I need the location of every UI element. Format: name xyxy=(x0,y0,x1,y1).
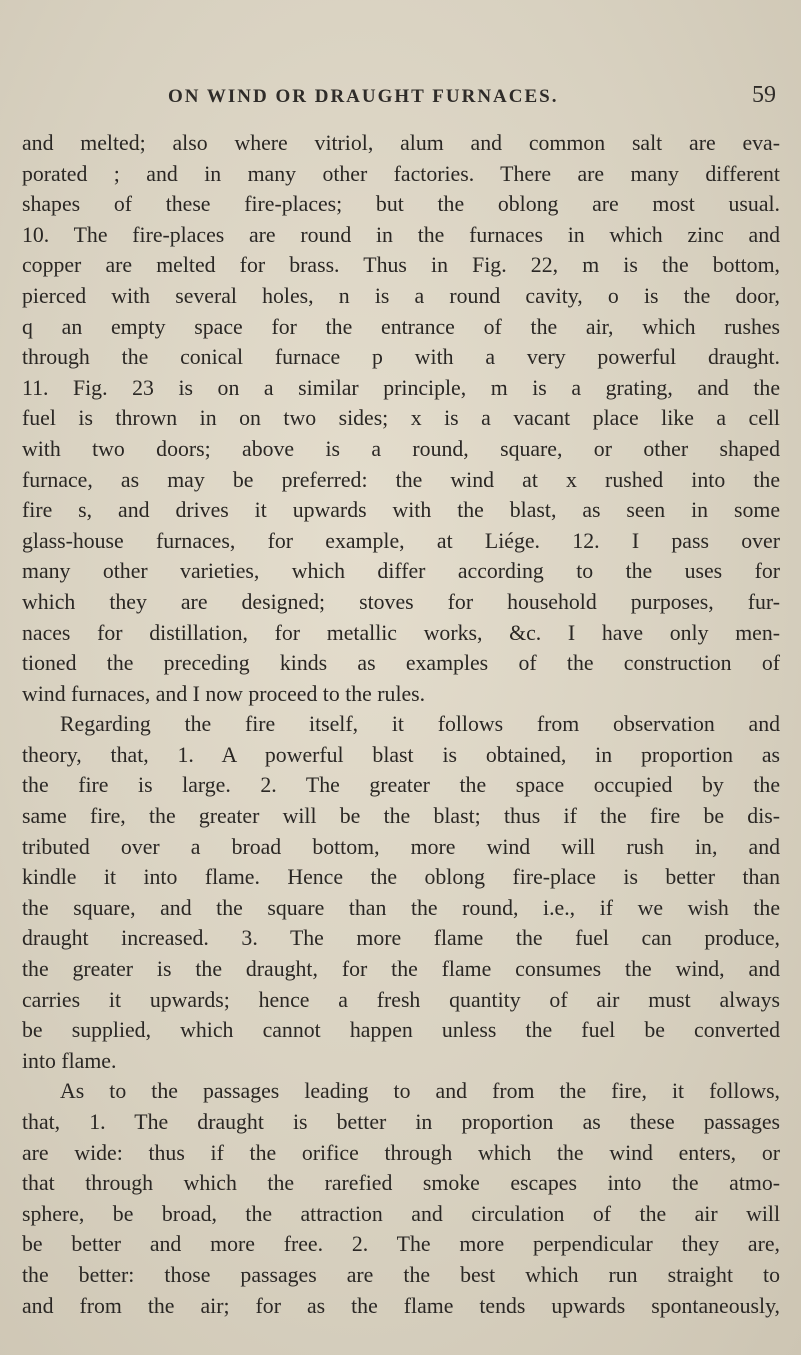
text-line: 10. The fire-places are round in the furnaces in which zinc and xyxy=(22,222,780,247)
text-line: are wide: thus if the orifice through which the wind enters, or xyxy=(22,1140,780,1165)
text-line: same fire, the greater will be the blast; thus if the fire be dis- xyxy=(22,804,780,829)
text-line: wind furnaces, and I now proceed to the rules. xyxy=(22,681,426,706)
text-line: and from the air; for as the flame tends upwards spontaneously, xyxy=(22,1293,780,1318)
text-line: which they are designed; stoves for household purposes, fur- xyxy=(22,589,780,614)
text-line: tioned the preceding kinds as examples of the construction of xyxy=(22,651,780,676)
text-line: draught increased. 3. The more flame the fuel can produce, xyxy=(22,926,780,951)
text-line: that, 1. The draught is better in proportion as these passages xyxy=(22,1110,780,1134)
text-line: the better: those passages are the best which run straight to xyxy=(22,1262,780,1287)
text-line: Regarding the fire itself, it follows from observation and xyxy=(60,712,780,737)
page-number: 59 xyxy=(752,82,776,108)
text-line: be better and more free. 2. The more perpendicular they are, xyxy=(22,1232,780,1257)
text-line: glass-house furnaces, for example, at Liége. 12. I pass over xyxy=(22,528,780,553)
body-text xyxy=(22,128,780,1321)
text-line: carries it upwards; hence a fresh quantity of air must always xyxy=(22,987,780,1012)
text-line: into flame. xyxy=(22,1048,117,1073)
text-line: fuel is thrown in on two sides; x is a vacant place like a cell xyxy=(22,406,780,431)
text-line: copper are melted for brass. Thus in Fig. 22, m is the bottom, xyxy=(22,253,780,278)
text-line: shapes of these fire-places; but the oblong are most usual. xyxy=(22,192,780,217)
text-line: through the conical furnace p with a very powerful draught. xyxy=(22,345,780,370)
text-line: q an empty space for the entrance of the air, which rushes xyxy=(22,314,780,339)
text-line: fire s, and drives it upwards with the blast, as seen in some xyxy=(22,498,780,523)
text-line: the greater is the draught, for the flame consumes the wind, and xyxy=(22,957,780,982)
text-line: naces for distillation, for metallic works, &c. I have only men- xyxy=(22,620,780,645)
text-line: As to the passages leading to and from the fire, it follows, xyxy=(60,1079,780,1104)
text-line: that through which the rarefied smoke escapes into the atmo- xyxy=(22,1171,780,1196)
text-line: the square, and the square than the round, i.e., if we wish the xyxy=(22,895,780,920)
text-line: theory, that, 1. A powerful blast is obtained, in proportion as xyxy=(22,742,780,767)
text-line: be supplied, which cannot happen unless the fuel be converted xyxy=(22,1018,780,1043)
text-line: pierced with several holes, n is a round cavity, o is the door, xyxy=(22,283,780,308)
text-line: furnace, as may be preferred: the wind at x rushed into the xyxy=(22,467,780,492)
page-header xyxy=(0,82,801,114)
text-line: the fire is large. 2. The greater the space occupied by the xyxy=(22,773,780,798)
text-line: many other varieties, which differ according to the uses for xyxy=(22,559,780,584)
text-line: tributed over a broad bottom, more wind will rush in, and xyxy=(22,834,780,859)
text-line: 11. Fig. 23 is on a similar principle, m is a grating, and the xyxy=(22,375,780,400)
running-head: ON WIND OR DRAUGHT FURNACES. xyxy=(168,86,559,107)
text-line: porated ; and in many other factories. There are many different xyxy=(22,161,780,186)
text-line: kindle it into flame. Hence the oblong fire-place is better than xyxy=(22,865,780,890)
text-line: and melted; also where vitriol, alum and common salt are eva- xyxy=(22,131,780,155)
text-line: sphere, be broad, the attraction and circulation of the air will xyxy=(22,1201,780,1226)
text-line: with two doors; above is a round, square, or other shaped xyxy=(22,436,780,461)
